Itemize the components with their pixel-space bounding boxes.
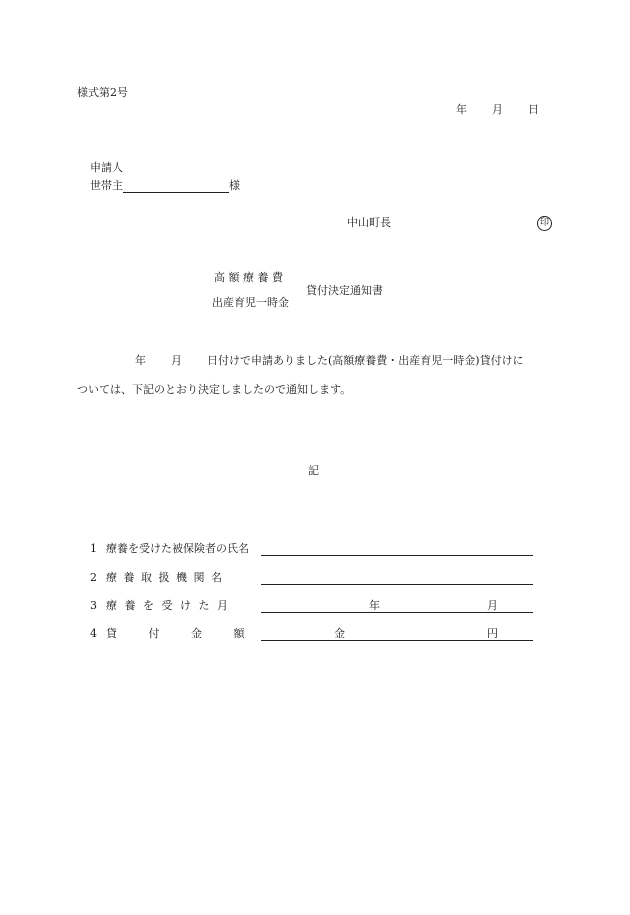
ki-heading: 記 <box>308 464 319 477</box>
item-label: 療 養 取 扱 機 関 名 <box>106 571 222 584</box>
honorific: 様 <box>229 179 240 192</box>
item-label: 療 養 を 受 け た 月 <box>106 599 228 612</box>
householder-label: 世帯主 <box>90 179 123 192</box>
item-number: 3 <box>90 599 97 612</box>
treatment-month-unit: 月 <box>487 599 498 612</box>
date-day: 日 <box>528 103 539 116</box>
householder-row <box>90 179 240 193</box>
item-label: 療養を受けた被保険者の氏名 <box>106 542 249 555</box>
treatment-year-unit: 年 <box>369 599 380 612</box>
item-medical-institution <box>90 571 550 585</box>
item-label: 貸 付 金 額 <box>106 627 245 640</box>
item-patient-name <box>90 542 550 556</box>
date-month: 月 <box>492 103 503 116</box>
form-number: 様式第2号 <box>77 86 128 99</box>
patient-name-line[interactable] <box>261 542 533 556</box>
item-number: 1 <box>90 542 97 555</box>
item-loan-amount <box>90 627 550 641</box>
institution-line[interactable] <box>261 571 533 585</box>
body-line2: ついては、下記のとおり決定しましたので通知します。 <box>77 383 352 396</box>
body-year: 年 <box>135 354 146 367</box>
item-number: 4 <box>90 627 97 640</box>
title-option-medical: 高 額 療 養 費 <box>214 271 283 284</box>
title-option-childbirth: 出産育児一時金 <box>212 296 289 309</box>
amount-unit: 円 <box>487 627 498 640</box>
item-treatment-month <box>90 599 550 613</box>
applicant-label: 申請人 <box>90 161 123 174</box>
issuer-title: 中山町長 <box>347 216 391 229</box>
item-number: 2 <box>90 571 97 584</box>
amount-prefix: 金 <box>334 627 345 640</box>
title-suffix: 貸付決定通知書 <box>306 284 383 297</box>
body-line1: 日付けで申請ありました(高額療養費・出産育児一時金)貸付けに <box>207 354 524 367</box>
date-year: 年 <box>456 103 467 116</box>
body-month: 月 <box>171 354 182 367</box>
householder-name-line[interactable] <box>123 180 229 193</box>
seal-icon: 印 <box>537 216 552 231</box>
